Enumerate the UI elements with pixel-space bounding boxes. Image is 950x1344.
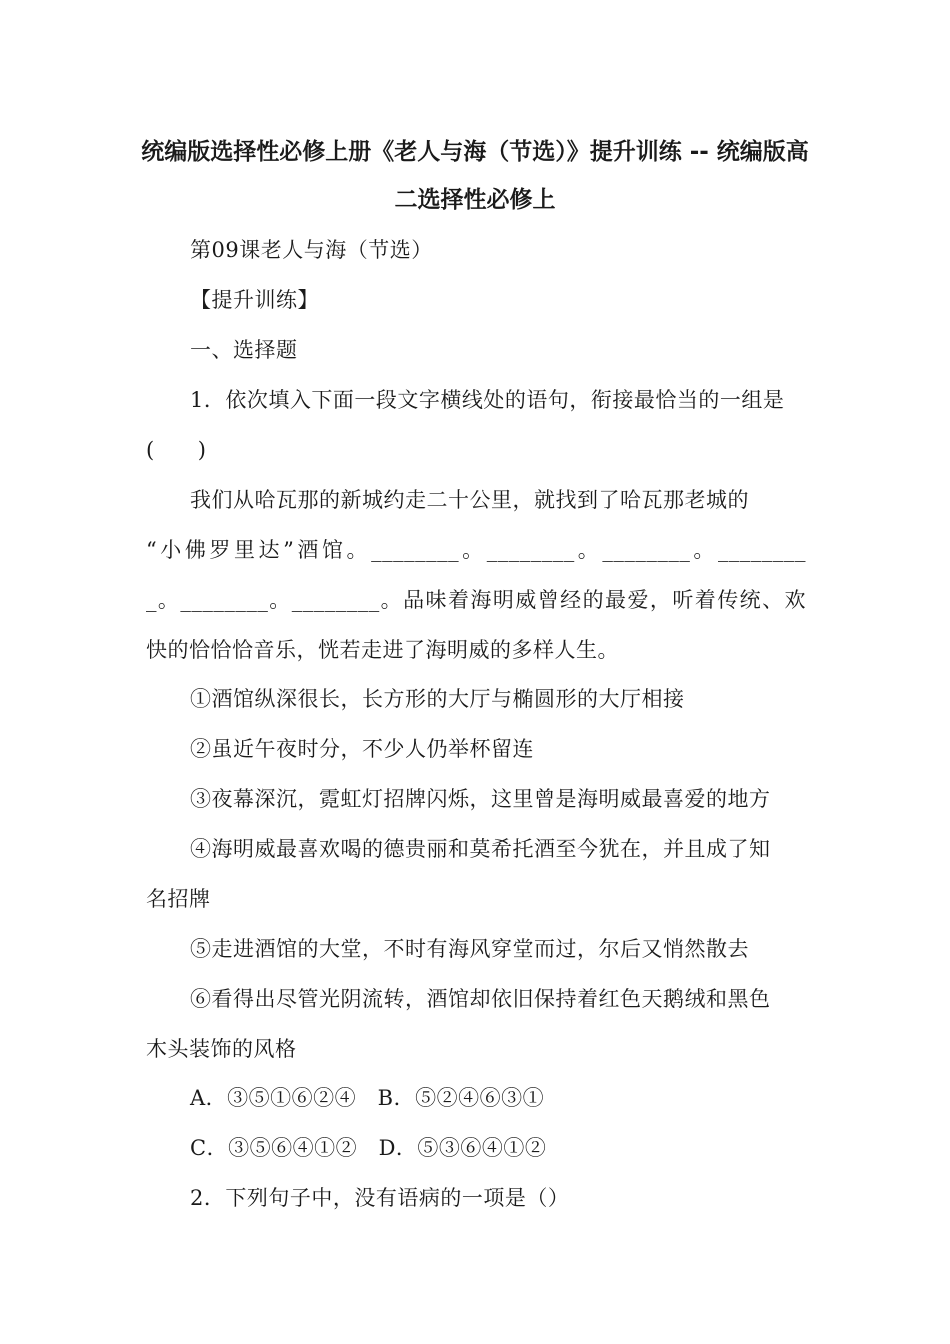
answer-options-a-b: A．③⑤①⑥②④ B．⑤②④⑥③① bbox=[190, 1086, 545, 1110]
sentence-item-6-continued: 木头装饰的风格 bbox=[146, 1037, 297, 1061]
question-1-passage-line: “小佛罗里达”酒馆。________。________。________。________ bbox=[146, 538, 806, 562]
answer-options-c-d: C．③⑤⑥④①② D．⑤③⑥④①② bbox=[190, 1136, 547, 1160]
question-1-stem: 1．依次填入下面一段文字横线处的语句，衔接最恰当的一组是 bbox=[190, 388, 785, 412]
document-title-line-2: 二选择性必修上 bbox=[394, 187, 556, 213]
sentence-item-4: ④海明威最喜欢喝的德贵丽和莫希托酒至今犹在，并且成了知 bbox=[190, 837, 771, 861]
sentence-item-2: ②虽近午夜时分，不少人仍举杯留连 bbox=[190, 737, 534, 761]
section-label: 【提升训练】 bbox=[190, 288, 319, 312]
sentence-item-1: ①酒馆纵深很长，长方形的大厅与椭圆形的大厅相接 bbox=[190, 687, 685, 711]
question-1-passage-line: 快的恰恰恰音乐，恍若走进了海明威的多样人生。 bbox=[146, 638, 619, 662]
document-title-line-1: 统编版选择性必修上册《老人与海（节选）》提升训练 -- 统编版高 bbox=[141, 139, 809, 165]
sentence-item-4-continued: 名招牌 bbox=[146, 887, 211, 911]
sentence-item-3: ③夜幕深沉，霓虹灯招牌闪烁，这里曾是海明威最喜爱的地方 bbox=[190, 787, 771, 811]
sentence-item-5: ⑤走进酒馆的大堂，不时有海风穿堂而过，尔后又悄然散去 bbox=[190, 937, 749, 961]
lesson-heading: 第09课老人与海（节选） bbox=[190, 238, 433, 262]
question-1-passage-line: 我们从哈瓦那的新城约走二十公里，就找到了哈瓦那老城的 bbox=[190, 488, 749, 512]
question-2-stem: 2．下列句子中，没有语病的一项是（） bbox=[190, 1186, 570, 1210]
part-heading: 一、选择题 bbox=[190, 338, 298, 362]
question-1-passage-line: _。________。________。品味着海明威曾经的最爱，听着传统、欢 bbox=[146, 588, 806, 612]
question-1-stem-paren: ( ) bbox=[146, 438, 207, 462]
sentence-item-6: ⑥看得出尽管光阴流转，酒馆却依旧保持着红色天鹅绒和黑色 bbox=[190, 987, 771, 1011]
